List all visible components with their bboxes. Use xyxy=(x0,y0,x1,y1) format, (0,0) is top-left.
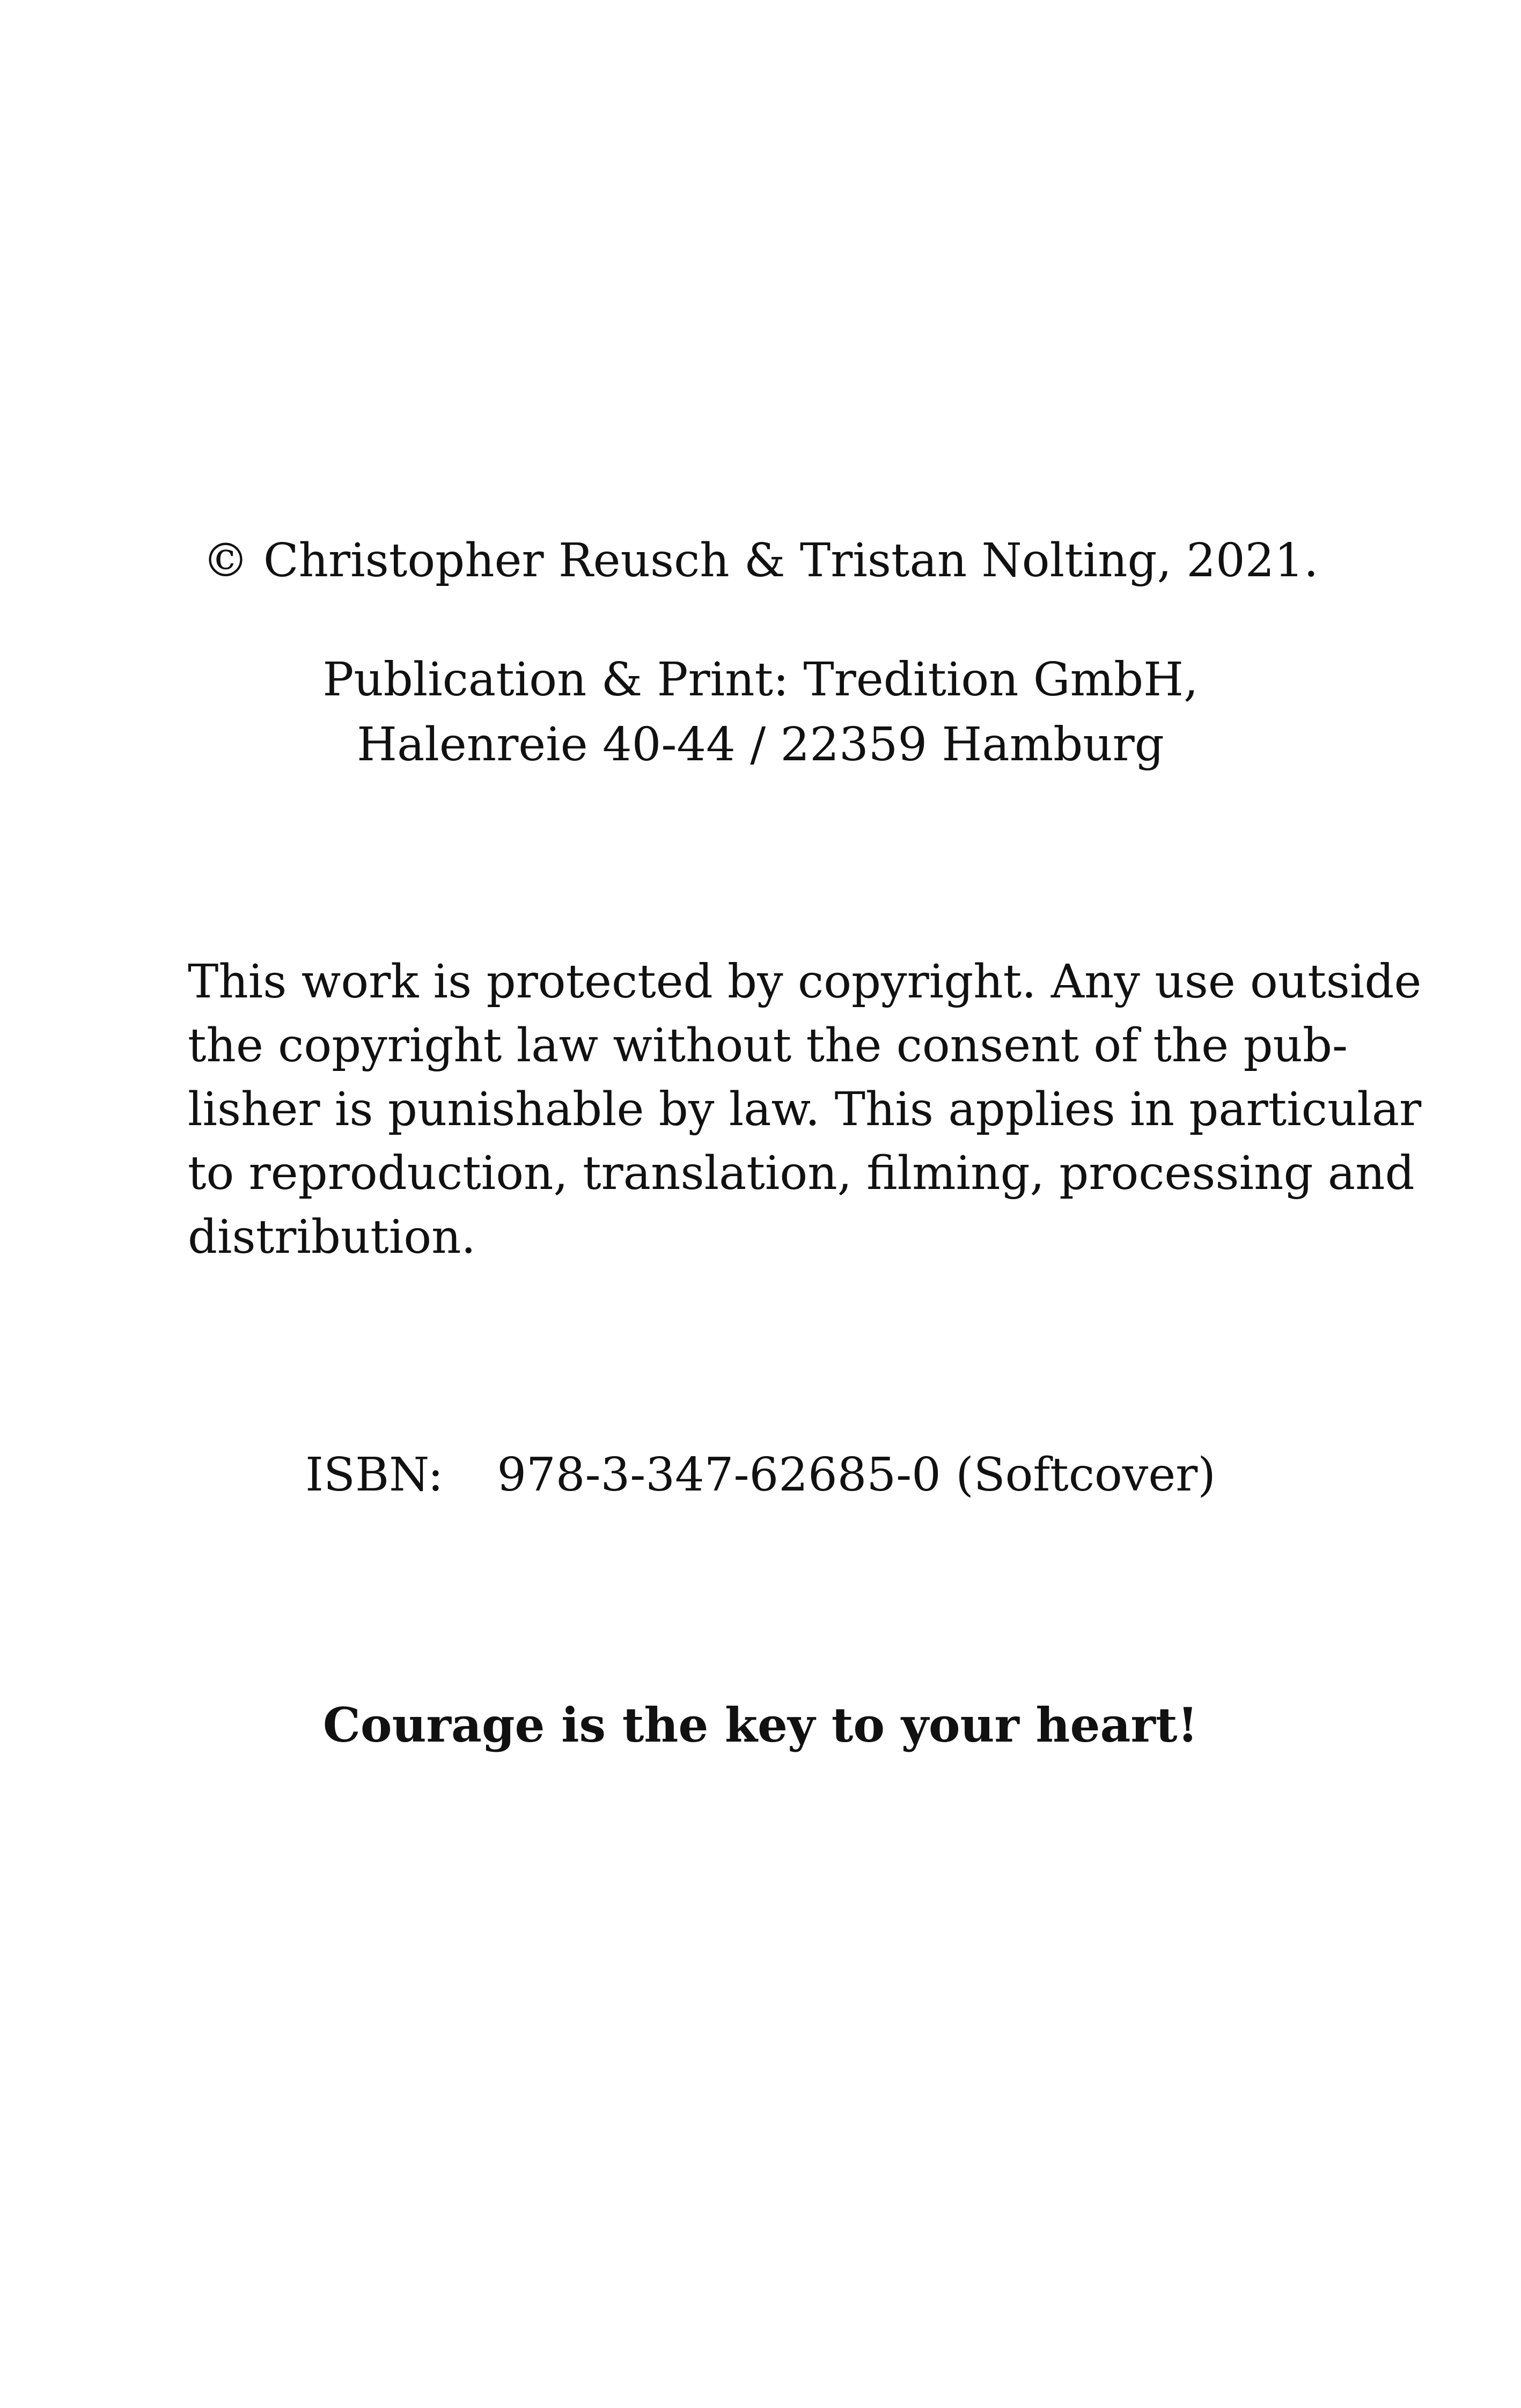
motto: Courage is the key to your heart! xyxy=(322,1697,1199,1753)
notice-line: the copyright law without the consent of the pub- xyxy=(188,1019,1348,1073)
isbn-label: ISBN: xyxy=(305,1448,444,1502)
isbn-line xyxy=(0,1445,1521,1504)
notice-line: distribution. xyxy=(188,1210,476,1264)
copyright-line: © Christopher Reusch & Tristan Nolting, 2021. xyxy=(202,534,1319,588)
notice-line: to reproduction, translation, filming, processing and xyxy=(188,1147,1415,1200)
publication-address: Halenreie 40-44 / 22359 Hamburg xyxy=(357,718,1164,772)
isbn-value: 978-3-347-62685-0 (Softcover) xyxy=(497,1448,1216,1502)
notice-line: This work is protected by copyright. Any use outside xyxy=(188,955,1422,1009)
copyright-notice xyxy=(188,950,1422,1269)
publication-line-1: Publication & Print: Tredition GmbH, xyxy=(322,653,1199,707)
notice-line: lisher is punishable by law. This applies in particular xyxy=(188,1083,1422,1136)
